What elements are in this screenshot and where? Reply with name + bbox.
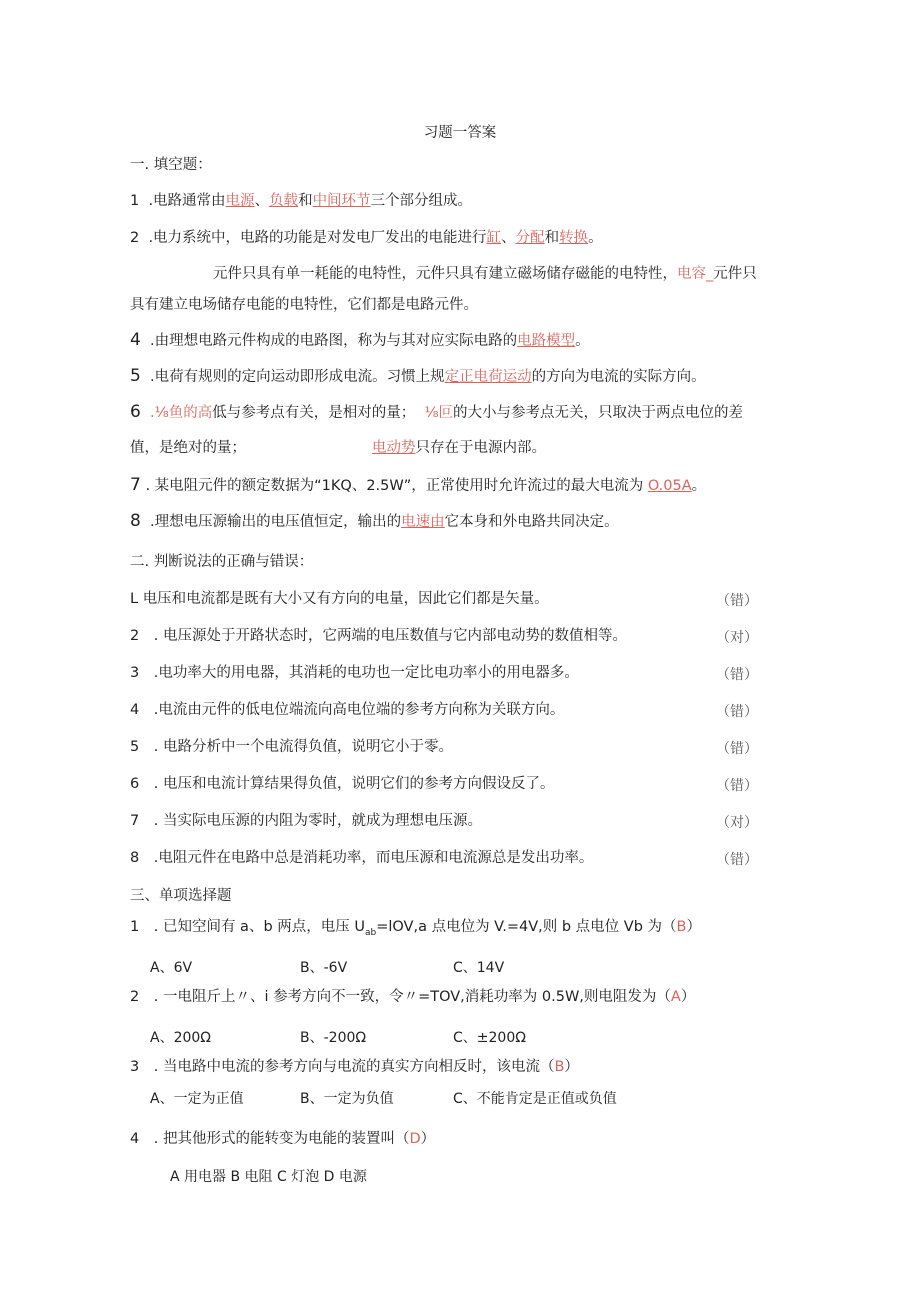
question-text: .电荷有规则的定向运动即形成电流。习惯上规 [150,369,445,385]
question-text: .理想电压源输出的电压值恒定，输出的 [150,514,402,530]
question-text: 的方向为电流的实际方向。 [531,369,706,385]
question-number: 4 [130,330,141,350]
answer-blank: 中间环节 [312,193,371,209]
answer-blank: 缸 [486,230,502,246]
answer-blank: 电路模型 [517,333,576,349]
question-text: 3 . 当电路中电流的参考方向与电流的真实方向相反时，该电流（ [130,1059,555,1075]
page-title: 习题一答案 [423,125,497,141]
choice-question-4 [130,1129,435,1149]
tf-answer: （对） [716,815,758,831]
bracket: ） [564,1059,579,1075]
separator: 、 [254,193,270,209]
question-text: 只存在于电源内部。 [415,440,546,456]
question-1-5 [130,366,706,387]
tf-answer: （错） [716,778,758,794]
question-text: 。 [588,230,603,246]
tf-item: 2 . 电压源处于开路状态时，它两端的电压数值与它内部电动势的数值相等。 [130,628,627,644]
answer-blank: .⅛鱼的高 [150,405,213,421]
answer-blank: 转换 [559,230,589,246]
question-number: 1 [130,193,140,209]
tf-answer: （对） [716,630,758,646]
question-number: 6 [130,402,141,422]
answer-choice: D [409,1131,421,1147]
answer-blank: 电容_ [677,266,714,282]
tf-answer: （错） [716,741,758,757]
tf-answer: （错） [716,852,758,868]
tf-item: 8 .电阻元件在电路中总是消耗功率，而电压源和电流源总是发出功率。 [130,850,594,866]
bracket: ） [686,919,701,935]
option: C、14V [453,960,505,976]
answer-blank: 定正电荷运动 [444,369,532,385]
question-text: 三个部分组成。 [370,193,473,209]
answer-choice: B [554,1059,565,1075]
subscript: ab [364,927,377,938]
question-text: .电路通常由 [148,193,226,209]
tf-answer: （错） [716,704,758,720]
answer-choice: B [676,919,687,935]
conjunction: 和 [298,193,313,209]
answer-blank: O.05A [647,478,692,494]
question-text: 值，是绝对的量； [130,440,246,456]
bracket: ） [680,989,696,1005]
tf-item: 3 .电功率大的用电器，其消耗的电功也一定比电功率小的用电器多。 [130,665,579,681]
question-1-3-line1 [213,264,757,284]
question-text: .由理想电路元件构成的电路图，称为与其对应实际电路的 [150,333,518,349]
tf-item: L 电压和电流都是既有大小又有方向的电量，因此它们都是矢量。 [130,591,549,607]
choice-question-1 [130,917,701,943]
answer-blank: 负载 [269,193,299,209]
tf-item: 7 . 当实际电压源的内阻为零时，就成为理想电压源。 [130,813,482,829]
tf-item: 5 . 电路分析中一个电流得负值，说明它小于零。 [130,739,453,755]
option: A、一定为正值 [150,1091,244,1107]
option-line: A 用电器 B 电阻 C 灯泡 D 电源 [170,1169,367,1185]
answer-blank: 分配 [515,230,545,246]
section-heading-true-false: 二. 判断说法的正确与错误： [130,554,314,570]
question-number: 8 [130,511,141,531]
question-text: 低与参考点有关，是相对的量； [212,405,416,421]
option: B、-200Ω [300,1030,367,1046]
answer-blank: ⅛叵 [424,405,453,421]
option: A、6V [150,960,193,976]
choice-question-2 [130,987,695,1007]
option: C、不能肯定是正值或负值 [453,1091,617,1107]
bracket: ） [420,1131,436,1147]
question-number: 2 [130,230,140,246]
question-number: 7 [130,475,141,495]
option: B、一定为负值 [300,1091,394,1107]
question-text: =lOV,a 点电位为 V.=4V,则 b 点电位 Vb 为（ [376,919,677,935]
separator: 、 [501,230,516,246]
answer-blank: 电动势 [372,440,416,456]
answer-blank: 电源 [225,193,255,209]
answer-blank: 电速由 [401,514,445,530]
tf-answer: （错） [716,667,758,683]
question-1-6-line1 [130,402,743,423]
option: C、±200Ω [453,1030,526,1046]
question-text: 1 . 已知空间有 a、b 两点，电压 U [130,919,365,935]
question-1-2 [130,228,603,248]
tf-item: 4 .电流由元件的低电位端流向高电位端的参考方向称为关联方向。 [130,702,565,718]
question-text: 的大小与参考点无关，只取决于两点电位的差 [453,405,743,421]
tf-answer: （错） [716,593,758,609]
question-1-3-line2: 具有建立电场储存电能的电特性，它们都是电路元件。 [130,297,478,313]
conjunction: 和 [544,230,560,246]
question-text: 元件只具有单一耗能的电特性，元件只具有建立磁场储存磁能的电特性， [213,266,677,282]
section-heading-single-choice: 三、单项选择题 [130,888,232,904]
choice-question-3 [130,1057,579,1077]
question-1-6-line2 [130,438,546,458]
question-text: 元件只 [713,266,757,282]
question-1-1 [130,191,472,211]
question-1-4 [130,330,590,351]
question-text: 它本身和外电路共同决定。 [444,514,619,530]
question-text: 。 [691,478,707,494]
question-1-8 [130,511,619,532]
question-1-7 [130,475,706,496]
question-text: 4 . 把其他形式的能转变为电能的装置叫（ [130,1131,410,1147]
question-text: 2 . 一电阻斤上〃、i 参考方向不一致，令〃=TOV,消耗功率为 0.5W,则电阻发为（ [130,989,671,1005]
option: A、200Ω [150,1030,211,1046]
question-text: .电力系统中，电路的功能是对发电厂发出的电能进行 [148,230,487,246]
question-text: . 某电阻元件的额定数据为“1KQ、2.5W”，正常使用时允许流过的最大电流为 [145,478,644,494]
question-number: 5 [130,366,141,386]
question-text: 。 [575,333,590,349]
answer-choice: A [670,989,681,1005]
option: B、-6V [300,960,348,976]
section-heading-fill-in: 一. 填空题： [130,157,212,173]
tf-item: 6 . 电压和电流计算结果得负值，说明它们的参考方向假设反了。 [130,776,555,792]
